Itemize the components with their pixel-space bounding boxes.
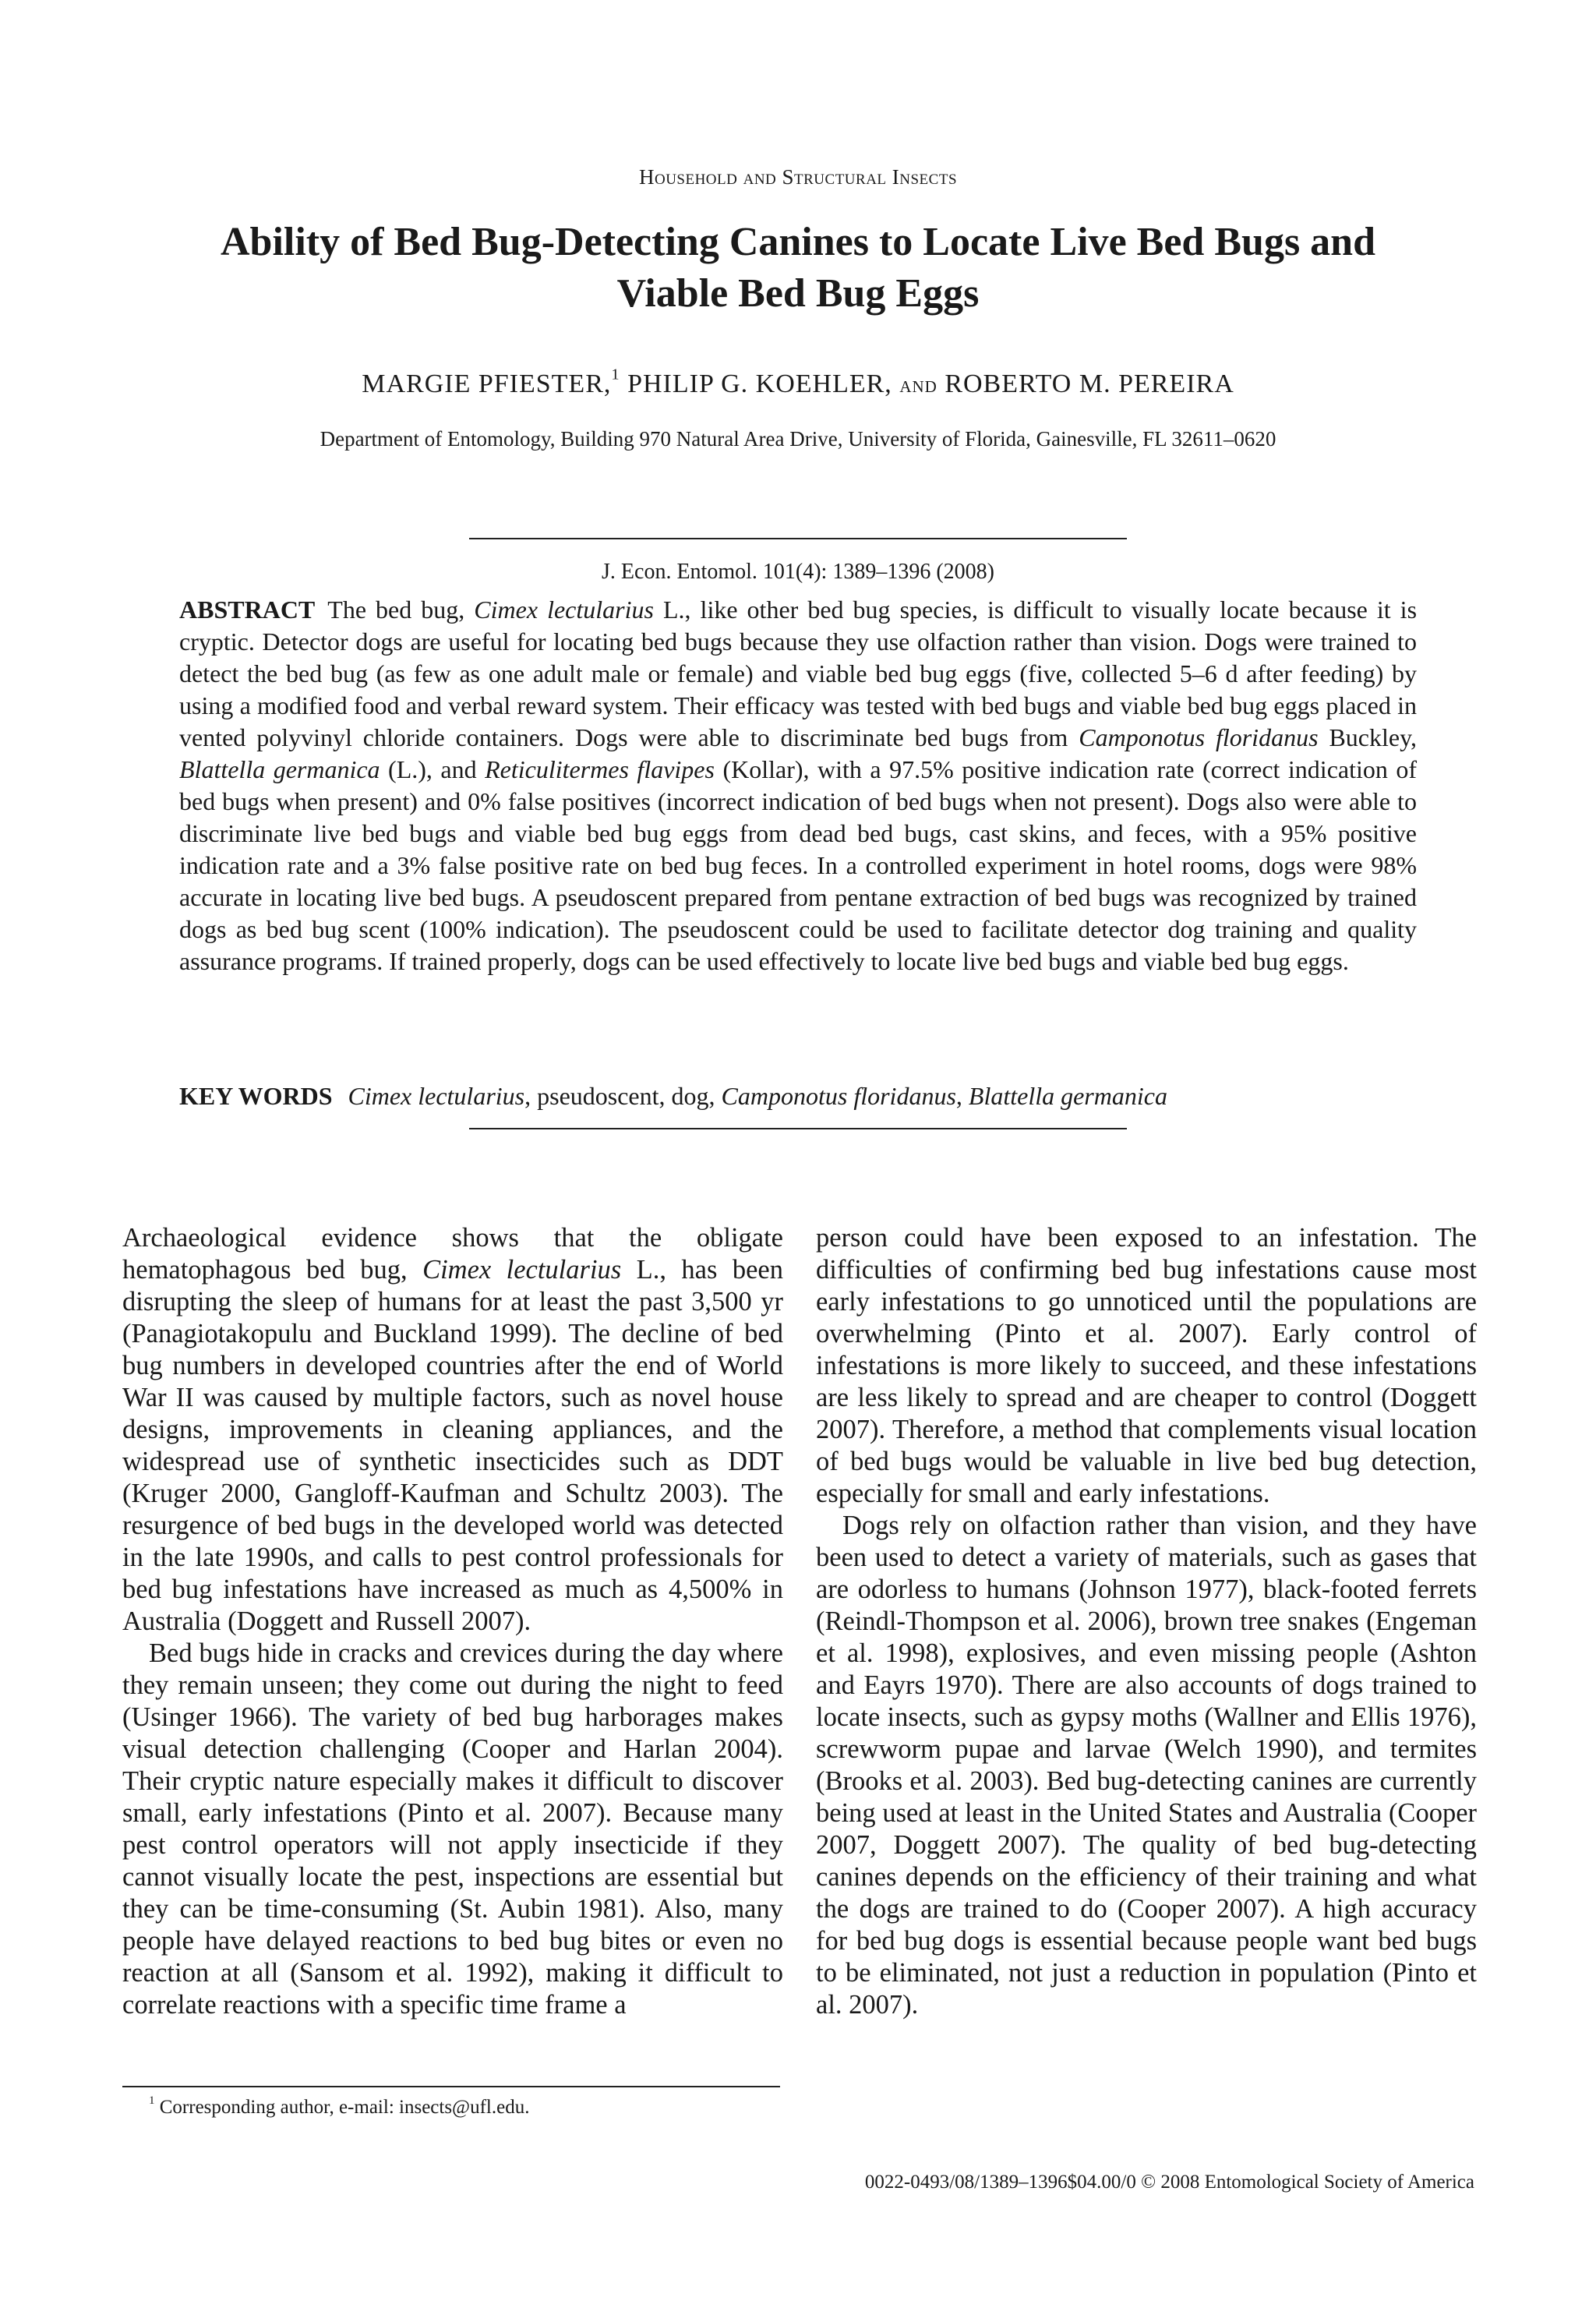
body-paragraph-2: Bed bugs hide in cracks and crevices during the day where they remain unseen; they come out during the night to feed (Usinger 1966). The variety of bed bug harborages makes visual detection challenging (Cooper and Harlan 2004). Their cryptic nature especially makes it difficult to discover small, early infestations (Pinto et al. 2007). Because many pest control operators will not apply insecticide if they cannot visually locate the pest, inspections are essential but they can be time-consuming (St. Aubin 1981). Also, many people have delayed reactions to bed bug bites or even no reaction at all (Sansom et al. 1992), making it difficult to correlate reactions with a specific time frame a [122, 1638, 783, 2020]
author-conjunction: and [899, 372, 937, 398]
body-paragraph-1 [122, 1222, 783, 1638]
keyword-sep-1: , pseudoscent, dog, [524, 1082, 722, 1110]
article-title [125, 217, 1471, 320]
author-3: ROBERTO M. PEREIRA [945, 369, 1234, 398]
copyright-line: 0022-0493/08/1389–1396$04.00/0 © 2008 Entomological Society of America [864, 2172, 1474, 2193]
keywords [179, 1080, 1417, 1112]
abstract-species-2: Camponotus floridanus [1079, 723, 1319, 751]
abstract-label: ABSTRACT [179, 596, 316, 624]
body-paragraph-1-text-b: L., has been disrupting the sleep of humans for at least the past 3,500 yr (Panagiotakopulu and Buckland 1999). The decline of bed bug numbers in developed countries after the end of World War II was caused by multiple factors, such as novel house designs, improvements in cleaning appliances, and the widespread use of synthetic insecticides such as DDT (Kruger 2000, Gangloff-Kaufman and Schultz 2003). The resurgence of bed bugs in the developed world was detected in the late 1990s, and calls to pest control professionals for bed bug infestations have increased as much as 4,500% in Australia (Doggett and Russell 2007). [122, 1255, 783, 1636]
abstract-text-5: (Kollar), with a 97.5% positive indication rate (correct indication of bed bugs when present) and 0% false positives (incorrect indication of bed bugs when not present). Dogs also were able to discriminate live bed bugs and viable bed bug eggs from dead bed bugs, cast skins, and feces, with a 95% positive indication rate and a 3% false positive rate on bed bug feces. In a controlled experiment in hotel rooms, dogs were 98% accurate in locating live bed bugs. A pseudoscent prepared from pentane extraction of bed bugs was recognized by trained dogs as bed bug scent (100% indication). The pseudoscent could be used to facilitate detector dog training and quality assurance programs. If trained properly, dogs can be used effectively to locate live bed bugs and viable bed bug eggs. [179, 755, 1418, 975]
section-label: Household and Structural Insects [638, 165, 958, 189]
keyword-2: Camponotus floridanus [721, 1082, 956, 1110]
abstract-text-3: Buckley, [1318, 723, 1418, 751]
abstract-species-1: Cimex lectularius [474, 596, 654, 624]
body-column-left [122, 1222, 783, 2021]
abstract-bottom-rule [469, 1128, 1127, 1129]
author-2: PHILIP G. KOEHLER, [627, 369, 892, 398]
keywords-label: KEY WORDS [179, 1082, 333, 1110]
keyword-sep-2: , [955, 1082, 969, 1110]
title-line-1: Ability of Bed Bug-Detecting Canines to Locate Live Bed Bugs and [220, 220, 1376, 264]
footnote-text: Corresponding author, e-mail: insects@ufl.edu. [154, 2097, 530, 2118]
author-list [0, 366, 1596, 399]
title-line-2: Viable Bed Bug Eggs [616, 271, 980, 316]
body-paragraph-3: person could have been exposed to an infestation. The difficulties of confirming bed bug infestations cause most early infestations to go unnoticed until the populations are overwhelming (Pinto et al. 2007). Early control of infestations is more likely to succeed, and these infestations are less likely to spread and are cheaper to control (Doggett 2007). Therefore, a method that complements visual location of bed bugs would be valuable in live bed bug detection, especially for small and early infestations. [816, 1223, 1477, 1508]
journal-citation: J. Econ. Entomol. 101(4): 1389–1396 (2008) [602, 560, 994, 584]
keyword-1: Cimex lectularius [348, 1082, 525, 1110]
author-1-footnote-mark: 1 [611, 366, 620, 383]
keyword-3: Blattella germanica [968, 1082, 1167, 1110]
abstract-species-4: Reticulitermes flavipes [485, 755, 715, 783]
author-1: MARGIE PFIESTER, [362, 369, 612, 398]
abstract-text-4: (L.), and [380, 755, 486, 783]
body-column-right [816, 1222, 1477, 2021]
body-paragraph-1-text-a: Archaeological evidence shows that the obligate hematophagous bed bug, [122, 1223, 783, 1285]
abstract-text-1: The bed bug, [327, 596, 475, 624]
body-paragraph-1-species: Cimex lectularius [422, 1255, 622, 1285]
affiliation: Department of Entomology, Building 970 Natural Area Drive, University of Florida, Gainesville, FL 32611–0620 [320, 427, 1276, 451]
abstract [179, 594, 1417, 977]
body-paragraph-4: Dogs rely on olfaction rather than vision, and they have been used to detect a variety of materials, such as gases that are odorless to humans (Johnson 1977), black-footed ferrets (Reindl-Thompson et al. 2006), brown tree snakes (Engeman et al. 1998), explosives, and even missing people (Ashton and Eayrs 1970). There are also accounts of dogs trained to locate insects, such as gypsy moths (Wallner and Ellis 1976), screwworm pupae and larvae (Welch 1990), and termites (Brooks et al. 2003). Bed bug-detecting canines are currently being used at least in the United States and Australia (Cooper 2007, Doggett 2007). The quality of bed bug-detecting canines depends on the efficiency of their training and what the dogs are trained to do (Cooper 2007). A high accuracy for bed bug dogs is essential because people want bed bugs to be eliminated, not just a reduction in population (Pinto et al. 2007). [816, 1511, 1477, 2020]
footnote-mark: 1 [149, 2094, 155, 2107]
abstract-top-rule [469, 538, 1127, 539]
abstract-species-3: Blattella germanica [179, 755, 380, 783]
footnote-rule [122, 2086, 780, 2087]
abstract-text-2: L., like other bed bug species, is difficult to visually locate because it is cryptic. Detector dogs are useful for locating bed bugs because they use olfaction rather than vision. Dogs were trained to detect the bed bug (as few as one adult male or female) and viable bed bug eggs (five, collected 5–6 d after feeding) by using a modified food and verbal reward system. Their efficacy was tested with bed bugs and viable bed bug eggs placed in vented polyvinyl chloride containers. Dogs were able to discriminate bed bugs from [179, 596, 1418, 751]
footnote [122, 2094, 783, 2119]
